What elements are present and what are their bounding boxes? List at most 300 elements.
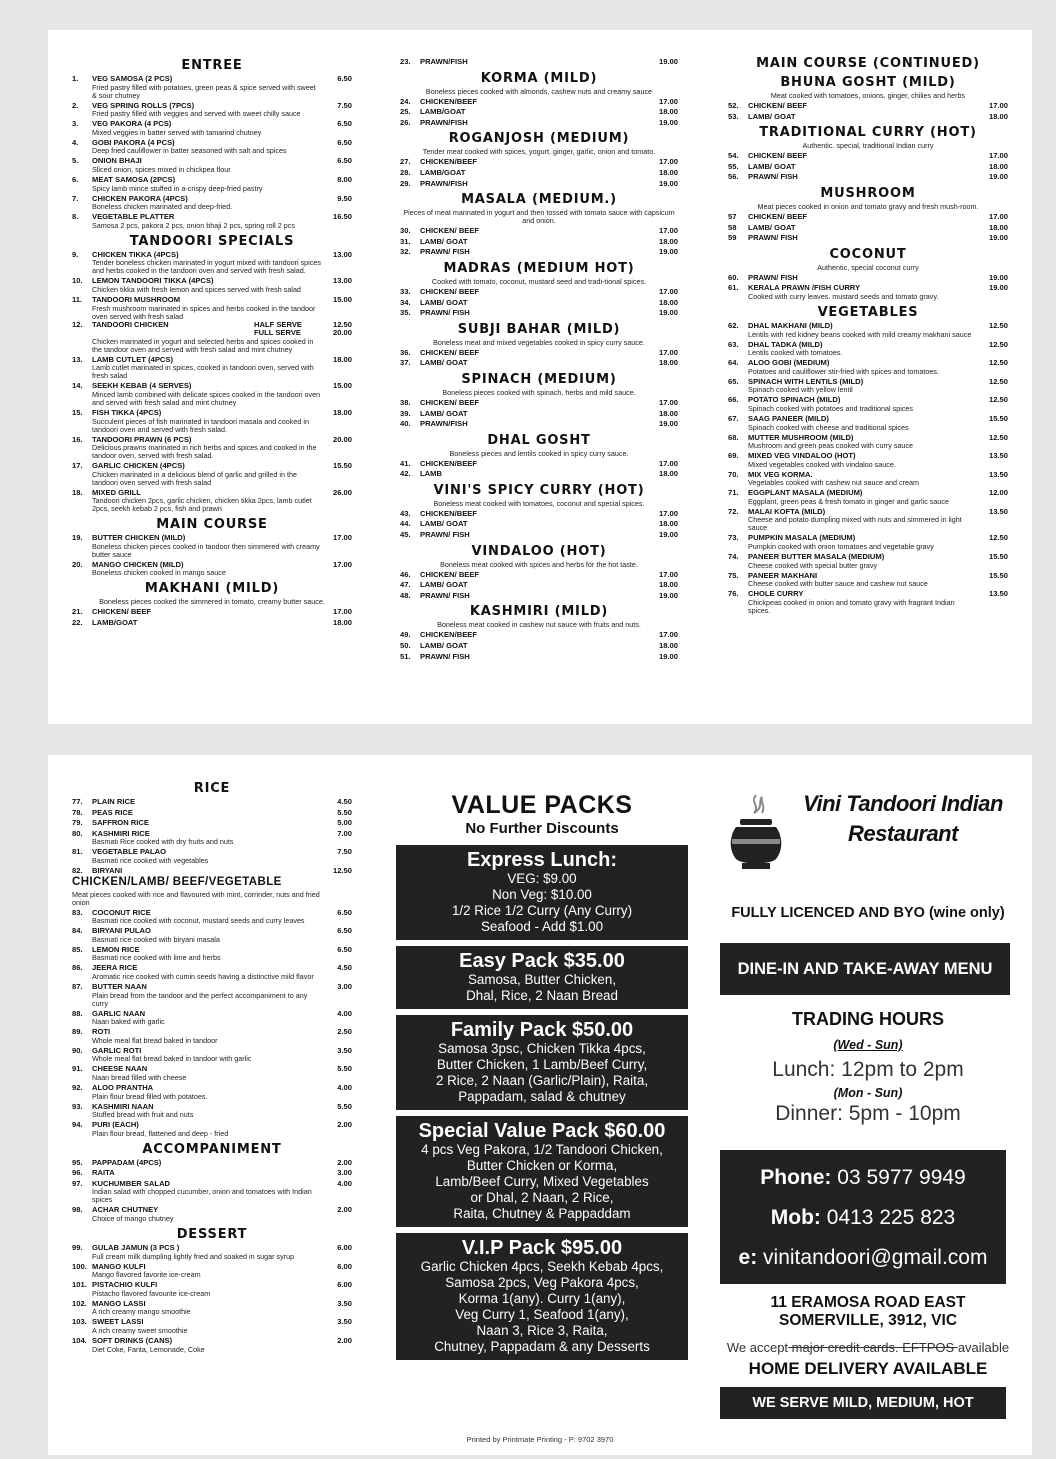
menu-item-price: 18.00 (988, 111, 1008, 121)
section-heading: MADRAS (MEDIUM HOT) (443, 260, 635, 276)
menu-item-name: KERALA PRAWN /FISH CURRY (748, 283, 861, 293)
section-heading: KASHMIRI (MILD) (469, 604, 609, 620)
menu-item-number: 68. (728, 432, 739, 442)
menu-item-price: 6.00 (337, 1280, 352, 1290)
section-description: Meat pieces cooked in onion and tomato gravy and fresh mush-room. (757, 201, 979, 211)
menu-page-2 (48, 755, 1032, 1455)
menu-item-name: GOBI PAKORA (4 PCS) (92, 137, 175, 147)
menu-item-number: 17. (72, 461, 83, 471)
email-address[interactable]: vinitandoori@gmail.com (763, 1246, 988, 1269)
menu-item-number: 28. (400, 167, 411, 177)
menu-item-price: 2.00 (337, 1120, 352, 1130)
menu-item-number: 70. (728, 469, 739, 479)
menu-item-price: 18.00 (658, 641, 678, 651)
menu-item-number: 39. (400, 408, 411, 418)
menu-item-number: 26. (400, 117, 411, 127)
menu-item-number: 41. (400, 458, 411, 468)
menu-item-name: PRAWN/ FISH (748, 172, 798, 182)
section-heading: COCONUT (829, 246, 907, 262)
menu-item-price: 15.50 (988, 570, 1008, 580)
menu-page-1 (48, 30, 1032, 724)
value-pack-line: Seafood - Add $1.00 (480, 919, 604, 934)
restaurant-name-line1: Vini Tandoori Indian (803, 791, 1003, 816)
menu-item-price: 5.50 (337, 807, 352, 817)
menu-item-price: 20.00 (332, 434, 352, 444)
menu-item-price: 18.00 (332, 618, 352, 628)
menu-item-name: VEG SPRING ROLLS (7PCS) (92, 100, 195, 110)
menu-item-description: Basmati rice cooked with coconut, mustard seeds and curry leaves (92, 916, 305, 926)
menu-item-description: Indian salad with chopped cucumber, onion and tomatoes with Indian spices (92, 1187, 312, 1205)
section-heading: SUBJI BAHAR (MILD) (457, 321, 621, 337)
menu-item-price: 18.00 (658, 469, 678, 479)
menu-item-price: 2.50 (337, 1027, 352, 1037)
menu-item-price: 7.50 (337, 847, 352, 857)
menu-item-description: Fried pastry filled with potatoes, green peas & spice served with sweet & sour chutney (92, 82, 316, 100)
menu-item-price: 18.00 (658, 519, 678, 529)
menu-item-number: 46. (400, 569, 411, 579)
menu-item-number: 1. (72, 74, 79, 83)
menu-item-description: Mixed vegetables cooked with vindaloo sauce. (748, 459, 896, 469)
menu-item-price: 17.00 (658, 157, 678, 167)
menu-item-name: SOFT DRINKS (CANS) (92, 1336, 173, 1346)
value-pack-line: VEG: $9.00 (507, 871, 577, 886)
menu-item (728, 152, 1008, 161)
menu-item-price: 17.00 (658, 286, 678, 296)
menu-item-price: 19.00 (988, 233, 1008, 243)
menu-item-number: 6. (72, 174, 79, 184)
full-serve-price: 20.00 (332, 328, 352, 338)
menu-item-description: Spinach cooked with yellow lentil (748, 385, 853, 395)
menu-item-description: Minced lamb combined with delicate spices cooked in the tandoori oven and served with fresh salad and mint chutney (92, 389, 321, 407)
menu-item (400, 238, 678, 247)
mobile-line (720, 1198, 1006, 1238)
menu-item-name: CHICKEN/ BEEF (420, 286, 480, 296)
section-heading: DHAL GOSHT (487, 432, 591, 448)
menu-item-price: 17.00 (658, 630, 678, 640)
menu-item-name: TANDOORI PRAWN (6 PCS) (92, 434, 192, 444)
menu-item-name: PUMPKIN MASALA (MEDIUM) (748, 533, 856, 543)
menu-item-name: MIXED GRILL (92, 487, 141, 497)
menu-item-name: PANEER BUTTER MASALA (MEDIUM) (748, 552, 885, 562)
menu-item-name: PRAWN/ FISH (748, 272, 798, 282)
section-description: Meat cooked with tomatoes, onions, ginger, chilies and herbs (770, 91, 966, 100)
menu-item-name: CHICKEN/ BEEF (748, 151, 808, 161)
menu-item-price: 3.00 (337, 1168, 352, 1178)
menu-item-name: LAMB/GOAT (420, 107, 466, 117)
menu-item-number: 47. (400, 580, 411, 590)
menu-item-price: 19.00 (658, 117, 678, 127)
menu-item (72, 809, 352, 818)
menu-item-price: 15.00 (332, 294, 352, 304)
contact-box (720, 1150, 1006, 1284)
value-pack-list (396, 845, 688, 1360)
menu-item-number: 63. (728, 339, 739, 349)
menu-item-number: 69. (728, 451, 739, 461)
menu-item-number: 56. (728, 172, 739, 182)
value-pack-line: 1/2 Rice 1/2 Curry (Any Curry) (451, 903, 633, 918)
menu-item-price: 4.00 (337, 1082, 352, 1092)
value-pack-line: Chutney, Pappadam & any Desserts (434, 1339, 650, 1354)
section-heading: SPINACH (MEDIUM) (461, 371, 617, 387)
menu-item-number: 29. (400, 178, 411, 188)
menu-item (728, 234, 1008, 243)
menu-item-name: MALAI KOFTA (MILD) (748, 506, 826, 516)
menu-item-number: 86. (72, 963, 83, 973)
menu-item-number: 34. (400, 297, 411, 307)
printed-by: Printed by Printmate Printing - P: 9702 3970 (466, 1435, 614, 1444)
menu-item-name: PRAWN/ FISH (420, 590, 470, 600)
menu-item-name: LEMON TANDOORI TIKKA (4PCS) (92, 276, 214, 286)
section-description: Authentic, special coconut curry (817, 262, 919, 272)
value-pack-line: or Dhal, 2 Naan, 2 Rice, (470, 1190, 614, 1205)
section-description: Pieces of meat marinated in yogurt and then tossed with tomato sauce with capsicum and onion. (403, 208, 675, 226)
menu-item-name: GULAB JAMUN (3 PCS ) (92, 1243, 180, 1253)
section-heading: VEGETABLES (817, 304, 919, 320)
menu-item-description: Tender boneless chicken marinated in yogurt mixed with tandoori spices and herbs cooked in the tandoori oven and served with fresh salad. (92, 258, 321, 276)
menu-item-number: 84. (72, 926, 83, 936)
menu-item-name: LAMB/ GOAT (420, 408, 468, 418)
menu-item (728, 213, 1008, 222)
menu-item-name: MEAT SAMOSA (2PCS) (92, 174, 176, 184)
menu-item (400, 631, 678, 640)
menu-item-price: 18.00 (658, 297, 678, 307)
menu-item-number: 42. (400, 469, 411, 479)
menu-item-price: 18.00 (658, 107, 678, 117)
menu-item-price: 12.50 (988, 339, 1008, 349)
section-heading: DESSERT (176, 1227, 248, 1243)
menu-item-name: PURI (EACH) (92, 1120, 139, 1130)
menu-item-number: 7. (72, 193, 79, 203)
menu-item-number: 92. (72, 1082, 83, 1092)
menu-item-number: 79. (72, 818, 83, 828)
menu-item-description: Deep fried cauliflower in batter seasoned with salt and spices (92, 146, 287, 156)
menu-item-price: 6.00 (337, 1261, 352, 1271)
menu-item (400, 359, 678, 368)
menu-item (400, 520, 678, 529)
menu-item-price: 12.50 (988, 358, 1008, 368)
menu-item-description: A rich creamy sweet smoothie (92, 1326, 188, 1336)
menu-item-description: Meat pieces cooked with rice and flavoured with mint, corrinder, nuts and fried onion (72, 889, 320, 907)
menu-item-price: 7.00 (337, 828, 352, 838)
menu-item-number: 27. (400, 157, 411, 167)
section-heading: TANDOORI SPECIALS (129, 233, 295, 249)
menu-item-name: DHAL MAKHANI (MILD) (748, 320, 833, 330)
menu-item-name: ALOO PRANTHA (92, 1082, 154, 1092)
menu-item-price: 19.00 (658, 57, 678, 66)
menu-item-name: LAMB/ GOAT (420, 236, 468, 246)
home-delivery: HOME DELIVERY AVAILABLE (748, 1359, 988, 1378)
menu-item-description: Lentils with red kidney beans cooked with mild creamy makhani sauce (748, 329, 972, 339)
half-serve-price: 12.50 (332, 319, 352, 329)
menu-item-description: Basmati Rice cooked with dry fruits and nuts (92, 837, 234, 847)
menu-item-number: 98. (72, 1205, 83, 1215)
menu-item-name: CHICKEN/ BEEF (420, 397, 480, 407)
section-description: Cooked with tomato, coconut, mustard seed and tradi-tional spices. (431, 276, 647, 286)
menu-item-price: 2.00 (337, 1157, 352, 1167)
menu-item-price: 17.00 (988, 151, 1008, 161)
menu-item-price: 19.00 (658, 651, 678, 661)
menu-item (728, 224, 1008, 233)
menu-item (400, 158, 678, 167)
lunch-days: (Wed - Sun) (833, 1038, 903, 1052)
menu-item-price: 13.50 (988, 451, 1008, 461)
menu-item-price: 4.50 (337, 797, 352, 806)
menu-item-description: Full cream milk dumpling lightly fried and soaked in sugar syrup (92, 1251, 295, 1261)
menu-item-name: LAMB/ GOAT (420, 641, 468, 651)
menu-item-number: 40. (400, 419, 411, 429)
menu-item-price: 18.00 (332, 407, 352, 417)
menu-item-price: 18.00 (988, 161, 1008, 171)
section-description: Boneless pieces cooked with almonds, cashew nuts and creamy sauce (425, 86, 653, 96)
menu-item-number: 33. (400, 286, 411, 296)
menu-item-price: 13.00 (332, 249, 352, 259)
menu-item-price: 12.50 (988, 432, 1008, 442)
section-heading: VINDALOO (HOT) (471, 543, 607, 559)
menu-item (72, 798, 352, 807)
menu-item-price: 19.00 (658, 178, 678, 188)
menu-item-description: Stuffed bread with fruit and nuts (92, 1110, 194, 1120)
menu-item-number: 8. (72, 212, 79, 222)
menu-item-price: 5.50 (337, 1064, 352, 1074)
menu-item-name: PRAWN/ FISH (420, 651, 470, 661)
menu-item-number: 72. (728, 506, 739, 516)
menu-item-number: 52. (728, 101, 739, 110)
value-pack-title: Easy Pack $35.00 (459, 950, 625, 972)
menu-item-name: SPINACH WITH LENTILS (MILD) (748, 376, 864, 386)
menu-item-number: 95. (72, 1157, 83, 1167)
menu-item (400, 169, 678, 178)
menu-item-description: Chickpeas cooked in onion and tomato gravy with fragrant Indian spices. (748, 597, 955, 615)
menu-item-number: 60. (728, 272, 739, 282)
menu-item-number: 44. (400, 519, 411, 529)
menu-item-name: PRAWN/FISH (420, 57, 468, 66)
mobile-number[interactable]: 0413 225 823 (826, 1206, 956, 1229)
menu-item-description: Spinach cooked with cheese and traditional spices (748, 422, 909, 432)
menu-item-price: 3.50 (337, 1317, 352, 1327)
menu-item-number: 76. (728, 589, 739, 599)
section-heading: ACCOMPANIMENT (142, 1141, 282, 1157)
menu-item-price: 19.00 (658, 308, 678, 318)
value-pack-line: Butter Chicken, 1 Lamb/Beef Curry, (436, 1057, 648, 1072)
menu-item-name: VEGETABLE PALAO (92, 847, 166, 857)
value-pack-card (396, 1233, 688, 1360)
menu-item-price: 6.50 (337, 907, 352, 917)
section-description: Boneless meat and mixed vegetables cooked in spicy curry sauce. (433, 337, 645, 347)
menu-item-price: 6.50 (337, 137, 352, 147)
rice-dessert-column (72, 777, 352, 1354)
menu-item-description: Delicious prawns marinated in rich herbs and spices and cooked in the tandoor oven, served with fresh salad. (92, 443, 317, 461)
menu-item-price: 12.50 (988, 376, 1008, 386)
menu-item-price: 15.50 (988, 413, 1008, 423)
menu-item-price: 19.00 (658, 590, 678, 600)
menu-item-name: GARLIC NAAN (92, 1008, 146, 1018)
menu-item-number: 87. (72, 981, 83, 991)
menu-item-number: 58 (728, 222, 737, 232)
menu-item-description: Lentils cooked with tomatoes. (748, 348, 843, 358)
menu-item-price: 12.50 (988, 533, 1008, 543)
menu-item-number: 16. (72, 434, 83, 444)
menu-item-price: 15.50 (332, 461, 352, 471)
menu-item-price: 13.00 (332, 276, 352, 286)
menu-item-name: TANDOORI MUSHROOM (92, 294, 181, 304)
menu-item-name: CHICKEN/ BEEF (92, 607, 152, 617)
menu-item-description: Mixed veggies in batter served with tamarind chutney (92, 127, 262, 137)
menu-item-name: ROTI (92, 1027, 111, 1037)
value-pack-line: Garlic Chicken 4pcs, Seekh Kebab 4pcs, (420, 1259, 664, 1274)
menu-item (400, 180, 678, 189)
menu-item-name: MIX VEG KORMA. (748, 469, 813, 479)
value-pack-line: Lamb/Beef Curry, Mixed Vegetables (435, 1174, 649, 1189)
menu-item-name: LAMB CUTLET (4PCS) (92, 354, 173, 364)
menu-item (400, 108, 678, 117)
menu-item-number: 43. (400, 508, 411, 518)
menu-item-price: 17.00 (658, 458, 678, 468)
menu-item-price: 13.50 (988, 506, 1008, 516)
menu-item-number: 37. (400, 358, 411, 368)
section-heading: MUSHROOM (820, 185, 916, 201)
full-serve-label: FULL SERVE (254, 328, 301, 338)
menu-item-price: 4.50 (337, 963, 352, 973)
menu-item-price: 6.50 (337, 926, 352, 936)
menu-item-name: PLAIN RICE (92, 797, 136, 806)
menu-item-name: PRAWN/ FISH (420, 308, 470, 318)
menu-item-name: CHICKEN TIKKA (4PCS) (92, 249, 179, 259)
menu-item-description: Cheese cooked with special butter gravy (748, 560, 878, 570)
value-pack-line: Veg Curry 1, Seafood 1(any), (455, 1307, 629, 1322)
menu-item-name: BUTTER NAAN (92, 981, 147, 991)
value-pack-line: Dhal, Rice, 2 Naan Bread (466, 988, 618, 1003)
menu-item (400, 460, 678, 469)
menu-item-number: 93. (72, 1101, 83, 1111)
menu-item-price: 4.00 (337, 1178, 352, 1188)
menu-item (400, 248, 678, 257)
menu-item-description: Fried pastry filled with veggies and served with sweet chilly sauce (92, 109, 301, 119)
menu-item-number: 66. (728, 395, 739, 405)
value-pack-card (396, 1015, 688, 1110)
menu-item-name: COCONUT RICE (92, 907, 151, 917)
value-pack-line: Samosa, Butter Chicken, (467, 972, 617, 987)
menu-item-number: 97. (72, 1178, 83, 1188)
menu-item-price: 6.50 (337, 944, 352, 954)
menu-item-number: 36. (400, 347, 411, 357)
menu-item-price: 13.50 (988, 589, 1008, 599)
phone-line (720, 1158, 1006, 1198)
menu-item-price: 9.50 (337, 193, 352, 203)
phone-number[interactable]: 03 5977 9949 (837, 1166, 966, 1189)
menu-item (72, 321, 352, 330)
menu-item-price: 17.00 (332, 607, 352, 617)
menu-item-number: 24. (400, 96, 411, 106)
menu-item-name: LAMB/ GOAT (420, 580, 468, 590)
menu-item-name: ACHAR CHUTNEY (92, 1205, 159, 1215)
value-pack-line: Non Veg: $10.00 (492, 887, 592, 902)
menu-item (728, 173, 1008, 182)
menu-item-description: Cooked with curry leaves. mustard seeds and tomato gravy. (748, 291, 939, 301)
menu-item-number: 3. (72, 119, 79, 129)
menu-item-price: 6.00 (337, 1243, 352, 1253)
menu-item-name: LAMB (420, 469, 442, 479)
menu-item-name: SAAG PANEER (MILD) (748, 413, 829, 423)
menu-item-name: KASHMIRI RICE (92, 828, 150, 838)
menu-item-name: CHICKEN/BEEF (420, 508, 477, 518)
menu-item-name: CHEESE NAAN (92, 1064, 148, 1074)
menu-item (400, 571, 678, 580)
menu-item-number: 90. (72, 1045, 83, 1055)
menu-item-description: Plain bread from the tandoor and the perfect accompaniment to any curry (92, 990, 308, 1008)
menu-item-number: 13. (72, 354, 83, 364)
menu-item-description: Aromatic rice cooked with cumin seeds having a distinctive mild flavor (92, 971, 314, 981)
menu-item-name: LAMB/GOAT (420, 167, 466, 177)
menu-item-name: LAMB/ GOAT (420, 358, 468, 368)
menu-item-number: 51. (400, 651, 411, 661)
menu-item-number: 73. (728, 533, 739, 543)
menu-item-number: 11. (72, 294, 83, 304)
tandoor-pot-icon (726, 791, 786, 881)
serve-banner: WE SERVE MILD, MEDIUM, HOT (720, 1387, 1006, 1419)
value-pack-card (396, 845, 688, 940)
menu-item-price: 2.00 (337, 1336, 352, 1346)
menu-item-number: 74. (728, 552, 739, 562)
menu-item-number: 82. (72, 865, 83, 875)
menu-item-name: CHICKEN/ BEEF (420, 226, 480, 236)
menu-item-name: CHICKEN/ BEEF (420, 569, 480, 579)
section-heading: KORMA (MILD) (480, 70, 598, 86)
menu-item-name: PAPPADAM (4PCS) (92, 1157, 162, 1167)
menu-item-description: Succulent pieces of fish marinated in tandoori masala and cooked in tandoori oven and served with fresh salad. (92, 416, 309, 434)
menu-item-description: Lamb cutlet marinated in spices, cooked in tandoori oven, served with fresh salad (92, 363, 314, 381)
section-description: Boneless pieces and lentils cooked in spicy curry sauce. (449, 448, 629, 458)
menu-item-description: Mango flavored favorite ice-cream (92, 1270, 201, 1280)
menu-item (400, 288, 678, 297)
menu-item (72, 867, 352, 876)
section-heading: MAIN COURSE (156, 517, 268, 533)
menu-item (728, 274, 1008, 283)
menu-item-number: 55. (728, 161, 739, 171)
menu-item-number: 23. (400, 57, 411, 66)
lunch-hours: Lunch: 12pm to 2pm (772, 1058, 964, 1081)
menu-item-price: 5.00 (337, 818, 352, 828)
section-description: Boneless meat cooked with spices and herbs for the hot taste. (440, 559, 638, 569)
menu-item-name: SWEET LASSI (92, 1317, 144, 1327)
menu-item-price: 26.00 (332, 487, 352, 497)
menu-item-price: 13.50 (988, 469, 1008, 479)
menu-item-name: LAMB/ GOAT (420, 297, 468, 307)
section-description: Tender meat cooked with spices, yogurt, ginger, garlic, onion and tomato. (422, 147, 656, 157)
menu-item-name: LAMB/ GOAT (748, 161, 796, 171)
value-pack-line: Samosa 3psc, Chicken Tikka 4pcs, (438, 1041, 646, 1056)
menu-item-number: 100. (72, 1261, 87, 1271)
menu-item-number: 65. (728, 376, 739, 386)
menu-item-name: PRAWN/ FISH (420, 247, 470, 257)
menu-item-description: Eggplant, green peas & fresh tomato in ginger and garlic sauce (748, 496, 949, 506)
menu-item-description: Boneless chicken cooked in mango sauce (92, 568, 226, 578)
menu-item-description: Cheese cooked with butter sauce and cashew nut sauce (748, 579, 928, 589)
half-serve-label: HALF SERVE (254, 319, 302, 329)
menu-item-description: Chicken marinated in yogurt and selected herbs and spices cooked in the tandoor oven and served with fresh salad and mint chutney (92, 336, 314, 354)
menu-item-number: 62. (728, 320, 739, 330)
menu-item (72, 619, 352, 628)
menu-item (72, 608, 352, 617)
restaurant-logo (718, 755, 1018, 865)
value-pack-line: Korma 1(any). Curry 1(any), (458, 1291, 626, 1306)
menu-item-price: 8.00 (337, 174, 352, 184)
menu-item-number: 61. (728, 283, 739, 293)
menu-item-description: Whole meal flat bread baked in tandoor (92, 1035, 218, 1045)
menu-item-number: 77. (72, 797, 83, 806)
menu-item-name: EGGPLANT MASALA (MEDIUM) (748, 488, 863, 498)
menu-item-description: Sliced onion, spices mixed in chickpea flour (92, 164, 231, 174)
value-pack-card (396, 946, 688, 1009)
